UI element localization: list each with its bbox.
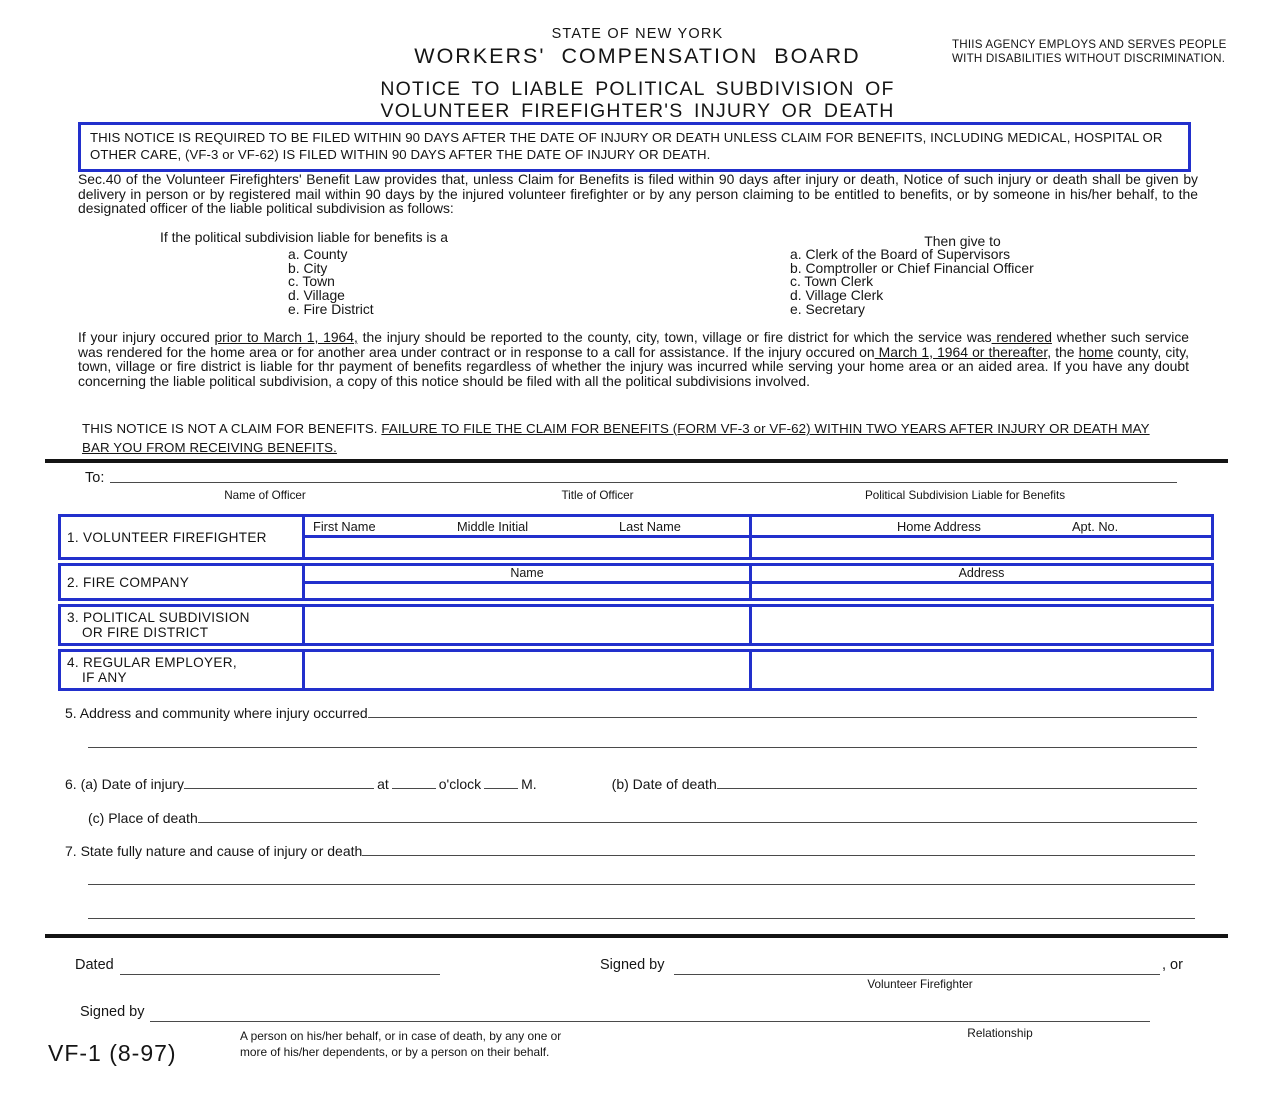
board-heading: WORKERS' COMPENSATION BOARD [414, 44, 861, 68]
paragraph-text: If your injury occured [78, 329, 215, 345]
behalf-caption-line1: A person on his/her behalf, or in case of death, by any one or [240, 1029, 562, 1043]
injury-address-line-1[interactable] [368, 715, 1197, 718]
table-row [58, 604, 1217, 646]
injury-address-line-2[interactable] [88, 747, 1197, 748]
item7-label: 7. State fully nature and cause of injury or death [65, 843, 363, 859]
company-address-header: Address [752, 566, 1211, 584]
title-of-officer-caption: Title of Officer [561, 489, 634, 502]
row-label-line2: OR FIRE DISTRICT [82, 625, 209, 640]
give-to-officer-list [790, 248, 1034, 317]
filing-deadline-notice-text: THIS NOTICE IS REQUIRED TO BE FILED WITHIN 90 DAYS AFTER THE DATE OF INJURY OR DEATH UNLESS CLAIM FOR BENEFITS, INCLUDING MEDICAL, HOSPITAL OR OTHER CARE, (VF-3 or VF-62) IS FILED WITHIN 90 DAYS AFTER THE DATE OF INJURY OR DEATH. [90, 130, 1163, 162]
political-subdivision-address-input[interactable] [752, 607, 1211, 643]
last-name-header: Last Name [619, 519, 681, 534]
name-header-strip [305, 517, 749, 538]
table-row [58, 563, 1217, 601]
row1-name-cell [302, 514, 752, 560]
row-label: 4. REGULAR EMPLOYER, [67, 655, 237, 670]
place-of-death-line[interactable] [198, 820, 1197, 823]
at-label: at [377, 776, 389, 792]
item6-row [65, 776, 1197, 792]
item5-row [65, 705, 1197, 721]
firefighter-signature-line[interactable] [674, 974, 1160, 975]
paragraph-text: county, city, town, village or fire district is liable for thr payment of benefits regardless of whether the injury was incurred while serving your home area or an aided area. If you have any doubt concerning the liable political subdivision, a copy of this notice should be filed with all the political subdivisions involved. [78, 343, 1190, 390]
date-of-injury-line[interactable] [184, 786, 374, 789]
paragraph-text: , the [1047, 343, 1079, 360]
state-heading: STATE OF NEW YORK [551, 26, 724, 42]
name-of-officer-caption: Name of Officer [224, 489, 306, 502]
firefighter-home-address-input[interactable] [752, 538, 1211, 557]
table-row [58, 649, 1217, 691]
agency-disability-note: THIIS AGENCY EMPLOYS AND SERVES PEOPLE WITH DISABILITIES WITHOUT DISCRIMINATION. [952, 38, 1227, 65]
underlined-warning-text: FAILURE TO FILE THE CLAIM FOR BENEFITS (FORM VF-3 or VF-62) WITHIN TWO YEARS AFTER INJURY OR DEATH MAY BAR YOU FROM RECEIVING BENEFITS. [82, 421, 1150, 455]
fire-company-name-input[interactable] [305, 584, 749, 598]
form-title-line1: NOTICE TO LIABLE POLITICAL SUBDIVISION OF [380, 78, 895, 100]
behalf-caption [240, 1028, 660, 1060]
list-item: e. Fire District [288, 300, 374, 317]
list-item: d. Village [288, 287, 345, 304]
to-captions [0, 489, 1275, 505]
oclock-label: o'clock [438, 776, 482, 792]
filing-deadline-notice-box [78, 122, 1191, 172]
row3-name-cell [302, 604, 752, 646]
item6c-row [88, 810, 1197, 826]
regular-employer-input[interactable] [305, 652, 749, 688]
row2-name-cell [302, 563, 752, 601]
section-divider-top [45, 459, 1228, 463]
injury-ampm-line[interactable] [484, 786, 518, 789]
list-item: a. Clerk of the Board of Supervisors [790, 246, 1011, 262]
dated-input-line[interactable] [120, 974, 440, 975]
underlined-text: prior to March 1, 1964, [214, 329, 358, 345]
row1-address-cell [749, 514, 1214, 560]
row2-address-cell [749, 563, 1214, 601]
row2-label-cell [58, 563, 305, 601]
list-item: c. Town Clerk [790, 273, 874, 290]
identification-table [58, 514, 1217, 694]
form-number: VF-1 (8-97) [48, 1040, 177, 1066]
meridiem-label: M. [521, 776, 537, 792]
sec40-paragraph: Sec.40 of the Volunteer Firefighters' Benefit Law provides that, unless Claim for Benefits is filed within 90 days after injury or death, Notice of such injury or death shall be given by delivery in person or by registered mail within 90 days by the injured volunteer firefighter or by any person claiming to be entitled to benefits, or by someone in his/her behalf, to the designated officer of the liable political subdivision as follows: [78, 171, 1198, 217]
behalf-caption-line2: more of his/her dependents, or by a person on their behalf. [240, 1045, 550, 1059]
home-address-header: Home Address [897, 519, 981, 534]
behalf-signature-line[interactable] [150, 1021, 1150, 1022]
then-give-to-heading: Then give to [924, 233, 1001, 249]
row-label: 2. FIRE COMPANY [67, 574, 190, 590]
row-label: 3. POLITICAL SUBDIVISION [67, 610, 250, 625]
row4-address-cell [749, 649, 1214, 691]
injury-cause-line-2[interactable] [88, 884, 1195, 885]
political-subdivision-caption: Political Subdivision Liable for Benefits [864, 489, 1066, 502]
underlined-text: rendered [991, 329, 1052, 345]
date-of-death-line[interactable] [717, 786, 1197, 789]
table-row [58, 514, 1217, 560]
list-item: b. Comptroller or Chief Financial Officer [790, 259, 1034, 276]
paragraph-text: the injury should be reported to the county, city, town, village or fire district for which the service was [357, 329, 992, 345]
signed-by-behalf-label: Signed by [80, 1004, 145, 1020]
first-name-header: First Name [313, 519, 376, 534]
item6a-label: 6. (a) Date of injury [65, 776, 185, 792]
row4-name-cell [302, 649, 752, 691]
row4-label-cell [58, 649, 305, 691]
item6c-label: (c) Place of death [88, 810, 198, 826]
item5-label: 5. Address and community where injury occurred [65, 705, 368, 721]
to-row [85, 470, 1177, 486]
row3-address-cell [749, 604, 1214, 646]
injury-cause-line-3[interactable] [88, 918, 1195, 919]
injury-cause-line-1[interactable] [362, 853, 1195, 856]
not-a-claim-note [82, 420, 1150, 457]
underlined-text: home [1078, 343, 1114, 360]
address-header-strip [752, 517, 1211, 538]
form-title-line2: VOLUNTEER FIREFIGHTER'S INJURY OR DEATH [380, 100, 895, 122]
firefighter-name-input[interactable] [305, 538, 749, 557]
apt-no-header: Apt. No. [1072, 519, 1119, 534]
row-label-line2: IF ANY [82, 670, 127, 685]
to-officer-input-line[interactable] [110, 480, 1177, 483]
row-label: 1. VOLUNTEER FIREFIGHTER [67, 529, 267, 545]
list-item: a. County [288, 246, 348, 262]
fire-company-address-input[interactable] [752, 584, 1211, 598]
note-text: THIS NOTICE IS NOT A CLAIM FOR BENEFITS. [82, 421, 382, 436]
row3-label-cell [58, 604, 305, 646]
volunteer-firefighter-caption: Volunteer Firefighter [867, 978, 973, 991]
company-name-header: Name [305, 566, 749, 584]
dated-label: Dated [75, 957, 114, 973]
injury-date-paragraph [78, 330, 1189, 389]
list-item: b. City [288, 259, 328, 276]
item6b-label: (b) Date of death [611, 776, 717, 792]
liable-subdivision-heading: If the political subdivision liable for benefits is a [160, 229, 449, 245]
regular-employer-address-input[interactable] [752, 652, 1211, 688]
row1-label-cell [58, 514, 305, 560]
item7-row [65, 843, 1195, 859]
list-item: e. Secretary [790, 300, 865, 317]
injury-hour-line[interactable] [392, 786, 436, 789]
underlined-text: March 1, 1964 or thereafter [874, 343, 1048, 360]
list-item: d. Village Clerk [790, 287, 884, 304]
political-subdivision-input[interactable] [305, 607, 749, 643]
paragraph-text: whether such service was rendered for the home area or for another area under contract or in response to a call for assistance. If the injury occured on [78, 329, 1190, 360]
signed-by-label: Signed by [600, 957, 665, 973]
to-label: To: [85, 470, 105, 486]
relationship-caption: Relationship [967, 1026, 1033, 1040]
section-divider-bottom [45, 934, 1228, 938]
liable-subdivision-list [288, 248, 374, 317]
list-item: c. Town [288, 273, 335, 290]
or-suffix: , or [1162, 957, 1183, 973]
middle-initial-header: Middle Initial [457, 519, 529, 534]
